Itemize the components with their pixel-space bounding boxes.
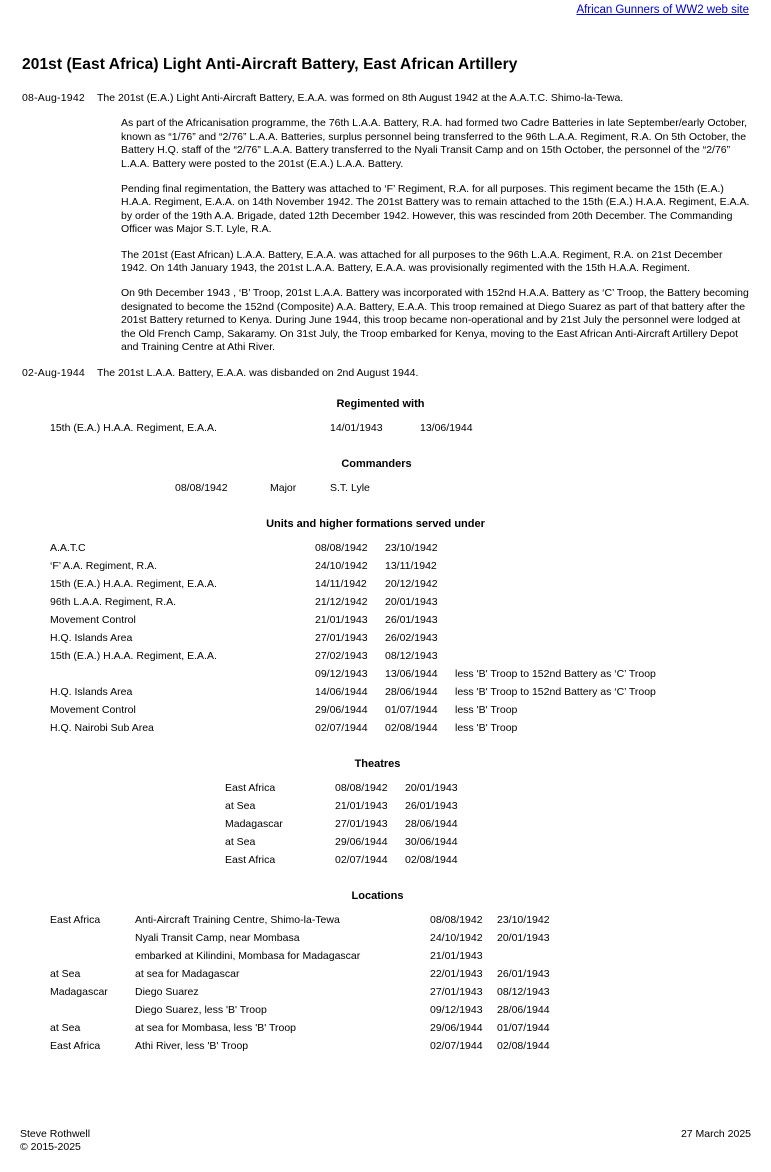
date-from: 08/08/1942 xyxy=(315,541,368,554)
date-to: 30/06/1944 xyxy=(405,835,458,848)
unit-note xyxy=(455,542,715,560)
table-row xyxy=(225,836,475,854)
unit-name: H.Q. Islands Area xyxy=(50,685,133,698)
date-to: 26/01/1943 xyxy=(405,799,458,812)
footer-date: 27 March 2025 xyxy=(680,1128,751,1140)
unit-name: H.Q. Islands Area xyxy=(50,631,133,644)
regimented-with-table xyxy=(50,422,510,440)
table-row xyxy=(50,422,510,440)
section-title: Locations xyxy=(351,889,404,902)
date-to: 02/08/1944 xyxy=(405,853,458,866)
table-row xyxy=(50,650,715,668)
date-to: 26/02/1943 xyxy=(385,631,438,644)
history-paragraph: As part of the Africanisation programme, the 76th L.A.A. Battery, R.A. had formed two Cadre Batteries in late September/early October, known as “1/76” and “2/76” L.A.A. Batteries, surplus personnel being transferred to the 96th L.A.A. Regiment, R.A. On 5th October, the Battery H.Q. staff of the “2/76” L.A.A. Battery transferred to the Nyali Transit Camp and on 15th October, the personnel of the “2/76” L.A.A. Battery were posted to the 201st (E.A.) L.A.A. Battery. xyxy=(121,117,748,170)
date-from: 22/01/1943 xyxy=(430,967,483,980)
section-title: Regimented with xyxy=(336,397,425,410)
date-from: 09/12/1943 xyxy=(430,1003,483,1016)
section-title: Commanders xyxy=(341,457,412,470)
date-from: 02/07/1944 xyxy=(430,1039,483,1052)
date-to: 26/01/1943 xyxy=(497,967,550,980)
regiment-name: 15th (E.A.) H.A.A. Regiment, E.A.A. xyxy=(50,421,217,434)
table-row xyxy=(50,614,715,632)
date-from: 27/01/1943 xyxy=(430,985,483,998)
date-to: 28/06/1944 xyxy=(405,817,458,830)
history-paragraph: The 201st (E.A.) Light Anti-Aircraft Battery, E.A.A. was formed on 8th August 1942 at the A.A.T.C. Shimo-la-Tewa. xyxy=(97,92,624,104)
locations-section xyxy=(20,890,751,1058)
footer-left xyxy=(20,1128,90,1154)
history-paragraph: On 9th December 1943 , ‘B’ Troop, 201st L.A.A. Battery was incorporated with 152nd H.A.A. Battery as ‘C’ Troop, the Battery becoming designated to become the 152nd (Composite) A.A. Battery, E.A.A. This troop remained at Diego Suarez as part of that battery after the 201st Battery returned to Kenya. During June 1944, this troop became non-operational and by 21st July the personnel were lodged at the Old French Camp, Sakaramy. On 31st July, the Troop embarked for Kenya, moving to the East African Anti-Aircraft Artillery Depot and Training Centre at Athi River. xyxy=(121,287,749,354)
location-region: East Africa xyxy=(50,1039,101,1052)
history-entry-date: 08-Aug-1942 xyxy=(22,92,85,104)
date-from: 21/01/1943 xyxy=(335,799,388,812)
commanders-table xyxy=(175,482,470,500)
history-paragraph: Pending final regimentation, the Battery was attached to ‘F’ Regiment, R.A. for all purposes. This regiment became the 15th (E.A.) H.A.A. Regiment, E.A.A. on 14th November 1942. The 201st Battery was to remain attached to the 15th (E.A.) H.A.A. Regiment, E.A.A. by order of the 19th A.A. Brigade, dated 12th December 1942. However, this was rescinded from 20th December. The Commanding Officer was Major S.T. Lyle, R.A. xyxy=(121,183,750,236)
commander-name: S.T. Lyle xyxy=(330,481,370,494)
theatre-name: East Africa xyxy=(225,781,276,794)
unit-note: less 'B' Troop to 152nd Battery as ‘C’ Troop xyxy=(455,685,656,698)
table-row xyxy=(50,596,715,614)
date-to: 23/10/1942 xyxy=(497,913,550,926)
date-to: 20/01/1943 xyxy=(497,931,550,944)
location-place: Athi River, less 'B' Troop xyxy=(135,1039,249,1052)
unit-name: Movement Control xyxy=(50,613,136,626)
table-row xyxy=(50,578,715,596)
african-gunners-link[interactable]: African Gunners of WW2 web site xyxy=(576,4,749,16)
locations-table xyxy=(50,914,564,1058)
theatres-table xyxy=(225,782,475,872)
date-from: 27/02/1943 xyxy=(315,649,368,662)
unit-name: A.A.T.C xyxy=(50,541,86,554)
unit-name: Movement Control xyxy=(50,703,136,716)
date-to: 13/11/1942 xyxy=(385,559,437,572)
unit-name: H.Q. Nairobi Sub Area xyxy=(50,721,154,734)
table-row xyxy=(50,560,715,578)
location-region xyxy=(50,950,135,968)
unit-note: less 'B' Troop xyxy=(455,721,518,734)
date-to: 13/06/1944 xyxy=(385,667,438,680)
date-to: 01/07/1944 xyxy=(385,703,438,716)
table-row xyxy=(50,632,715,650)
commander-date: 08/08/1942 xyxy=(175,481,228,494)
date-from: 21/01/1943 xyxy=(430,949,483,962)
table-row xyxy=(50,722,715,740)
unit-note xyxy=(455,596,715,614)
date-to: 13/06/1944 xyxy=(420,421,473,434)
location-region xyxy=(50,1004,135,1022)
footer-author: Steve Rothwell xyxy=(20,1128,91,1140)
date-from: 27/01/1943 xyxy=(335,817,388,830)
date-from: 02/07/1944 xyxy=(315,721,368,734)
history-section xyxy=(20,92,751,380)
date-to: 23/10/1942 xyxy=(385,541,438,554)
table-row xyxy=(225,854,475,872)
date-to: 28/06/1944 xyxy=(385,685,438,698)
date-from: 02/07/1944 xyxy=(335,853,388,866)
table-row xyxy=(50,950,564,968)
unit-note xyxy=(455,650,715,668)
theatre-name: at Sea xyxy=(225,799,256,812)
location-place: Anti-Aircraft Training Centre, Shimo-la-Tewa xyxy=(135,913,340,926)
top-link-row xyxy=(20,0,751,20)
date-from: 08/08/1942 xyxy=(430,913,483,926)
date-from: 14/11/1942 xyxy=(315,577,367,590)
unit-note: less 'B' Troop xyxy=(455,703,518,716)
date-from: 24/10/1942 xyxy=(315,559,368,572)
table-row xyxy=(225,800,475,818)
table-row xyxy=(50,542,715,560)
date-to: 20/01/1943 xyxy=(385,595,438,608)
date-from: 27/01/1943 xyxy=(315,631,368,644)
date-from: 29/06/1944 xyxy=(315,703,368,716)
table-row xyxy=(50,1022,564,1040)
date-from: 21/01/1943 xyxy=(315,613,368,626)
table-row xyxy=(50,968,564,986)
location-region: at Sea xyxy=(50,967,81,980)
units-section xyxy=(20,518,751,740)
table-row xyxy=(225,818,475,836)
date-to: 20/12/1942 xyxy=(385,577,438,590)
location-region: at Sea xyxy=(50,1021,81,1034)
unit-note xyxy=(455,578,715,596)
history-paragraph: The 201st L.A.A. Battery, E.A.A. was disbanded on 2nd August 1944. xyxy=(97,366,419,379)
location-region: East Africa xyxy=(50,913,101,926)
history-entry-body xyxy=(97,367,751,380)
table-row xyxy=(50,1040,564,1058)
unit-name: 96th L.A.A. Regiment, R.A. xyxy=(50,595,177,608)
date-to: 02/08/1944 xyxy=(385,721,438,734)
unit-name: ‘F’ A.A. Regiment, R.A. xyxy=(50,559,157,572)
history-paragraph: The 201st (East African) L.A.A. Battery, E.A.A. was attached for all purposes to the 96th L.A.A. Regiment, R.A. on 21st December 1942. On 14th January 1943, the 201st L.A.A. Battery, E.A.A. was provisionally regimented with the 15th H.A.A. Regiment. xyxy=(121,248,723,275)
table-row xyxy=(225,782,475,800)
unit-note xyxy=(455,632,715,650)
date-from: 29/06/1944 xyxy=(430,1021,483,1034)
page-title: 201st (East Africa) Light Anti-Aircraft Battery, East African Artillery xyxy=(22,56,518,73)
footer-copyright: © 2015-2025 xyxy=(20,1141,81,1153)
regimented-with-section xyxy=(20,398,751,440)
history-entry xyxy=(20,92,751,355)
table-row xyxy=(50,914,564,932)
table-row xyxy=(50,668,715,686)
date-from: 24/10/1942 xyxy=(430,931,483,944)
table-row xyxy=(50,1004,564,1022)
location-place: at sea for Madagascar xyxy=(135,967,240,980)
date-to: 28/06/1944 xyxy=(497,1003,550,1016)
table-row xyxy=(50,704,715,722)
date-to: 26/01/1943 xyxy=(385,613,438,626)
date-to: 08/12/1943 xyxy=(385,649,438,662)
page-footer xyxy=(20,1128,751,1154)
date-from: 29/06/1944 xyxy=(335,835,388,848)
table-row xyxy=(175,482,470,500)
history-entry xyxy=(20,367,751,380)
theatre-name: at Sea xyxy=(225,835,256,848)
date-to xyxy=(497,950,564,968)
units-table xyxy=(50,542,715,740)
date-from: 08/08/1942 xyxy=(335,781,388,794)
section-title: Units and higher formations served under xyxy=(266,517,485,530)
unit-note xyxy=(455,614,715,632)
location-place: Nyali Transit Camp, near Mombasa xyxy=(135,931,300,944)
location-region xyxy=(50,932,135,950)
table-row xyxy=(50,686,715,704)
date-from: 14/06/1944 xyxy=(315,685,368,698)
date-to: 01/07/1944 xyxy=(497,1021,550,1034)
theatre-name: East Africa xyxy=(225,853,276,866)
footer-right xyxy=(681,1128,751,1154)
date-from: 09/12/1943 xyxy=(315,667,368,680)
location-place: Diego Suarez xyxy=(135,985,199,998)
date-to: 08/12/1943 xyxy=(497,985,550,998)
history-entry-body xyxy=(97,92,751,355)
date-to: 02/08/1944 xyxy=(497,1039,550,1052)
section-title: Theatres xyxy=(354,757,401,770)
unit-name: 15th (E.A.) H.A.A. Regiment, E.A.A. xyxy=(50,649,217,662)
date-from: 21/12/1942 xyxy=(315,595,368,608)
history-entry-date: 02-Aug-1944 xyxy=(22,366,85,379)
location-place: at sea for Mombasa, less 'B' Troop xyxy=(135,1021,296,1034)
location-region: Madagascar xyxy=(50,985,108,998)
theatres-section xyxy=(20,758,751,872)
date-to: 20/01/1943 xyxy=(405,781,458,794)
date-from: 14/01/1943 xyxy=(330,421,383,434)
unit-note: less 'B' Troop to 152nd Battery as ‘C’ Troop xyxy=(455,667,656,680)
table-row xyxy=(50,932,564,950)
unit-name: 15th (E.A.) H.A.A. Regiment, E.A.A. xyxy=(50,577,217,590)
commanders-section xyxy=(20,458,751,500)
location-place: embarked at Kilindini, Mombasa for Madagascar xyxy=(135,949,361,962)
theatre-name: Madagascar xyxy=(225,817,283,830)
location-place: Diego Suarez, less 'B' Troop xyxy=(135,1003,267,1016)
table-row xyxy=(50,986,564,1004)
unit-name xyxy=(50,668,315,686)
commander-rank: Major xyxy=(270,481,297,494)
unit-note xyxy=(455,560,715,578)
